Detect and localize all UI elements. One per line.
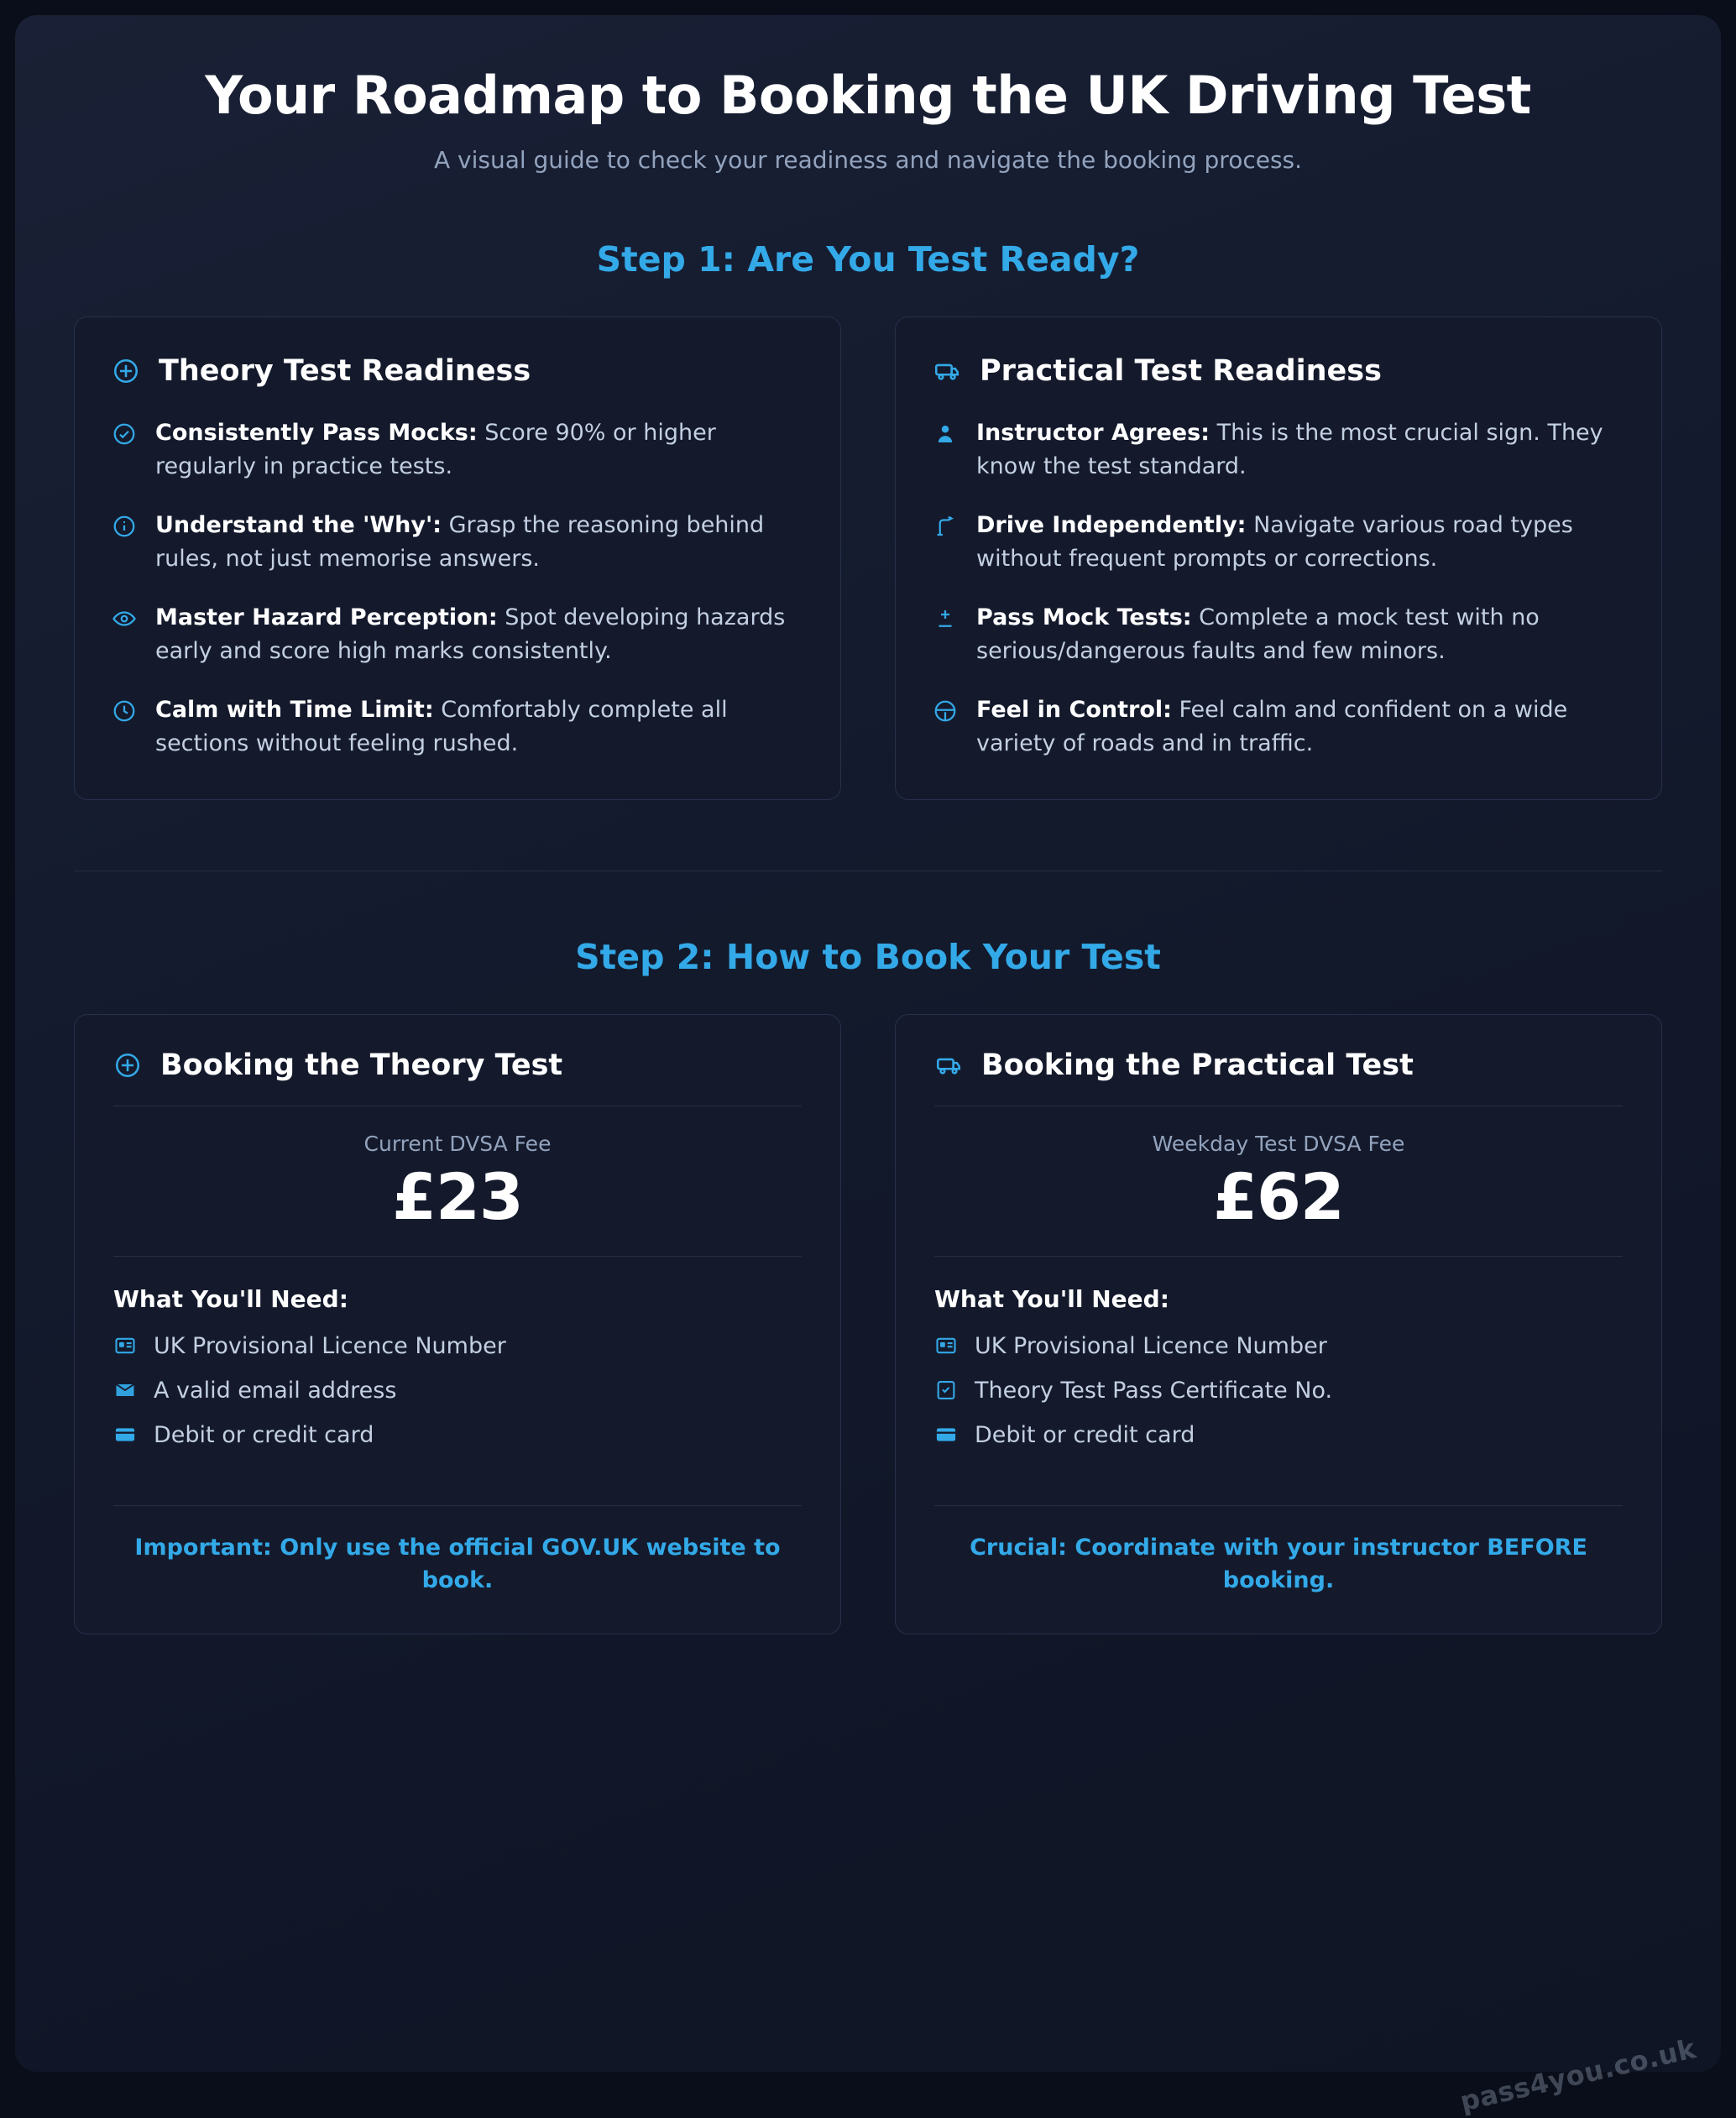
divider — [113, 1505, 802, 1506]
list-item-text: Grasp the reasoning behind rules, not just memorise answers. — [155, 512, 765, 573]
theory-readiness-title: Theory Test Readiness — [159, 354, 531, 389]
practical-fee-value: £62 — [1213, 1158, 1344, 1234]
page-title: Your Roadmap to Booking the UK Driving Test — [205, 65, 1531, 126]
practical-readiness-panel — [895, 316, 1662, 800]
clock-icon — [112, 698, 137, 724]
list-item-bold: Feel in Control: — [976, 696, 1172, 723]
list-item-text: This is the most crucial sign. They know the test standard. — [976, 420, 1603, 480]
infographic-card — [15, 15, 1721, 2118]
divider — [113, 1256, 802, 1257]
steering-icon — [933, 698, 958, 724]
id-card-icon — [113, 1334, 137, 1357]
plus-minus-icon — [933, 606, 958, 631]
list-item-text: UK Provisional Licence Number — [975, 1332, 1327, 1359]
theory-needs-title: What You'll Need: — [113, 1284, 348, 1313]
theory-fee-value: £23 — [392, 1158, 523, 1234]
info-circle-icon — [112, 514, 137, 539]
envelope-icon — [113, 1378, 137, 1402]
divider — [934, 1256, 1623, 1257]
eye-icon — [112, 606, 137, 631]
practical-readiness-title: Practical Test Readiness — [980, 354, 1382, 389]
theory-readiness-panel — [74, 316, 841, 800]
theory-fee-block — [113, 1106, 802, 1256]
list-item — [112, 416, 803, 484]
list-item-text: UK Provisional Licence Number — [154, 1332, 506, 1359]
list-item — [112, 693, 803, 761]
list-item-bold: Consistently Pass Mocks: — [155, 420, 478, 447]
booking-practical-panel — [895, 1014, 1662, 1634]
list-item — [113, 1422, 802, 1448]
list-item-text: Complete a mock test with no serious/dangerous faults and few minors. — [976, 604, 1540, 664]
list-item — [933, 601, 1624, 668]
step2-heading: Step 2: How to Book Your Test — [575, 936, 1161, 977]
list-item — [934, 1422, 1623, 1448]
theory-readiness-header — [112, 354, 803, 388]
theory-note-wrap — [113, 1478, 802, 1597]
list-item-text: Feel calm and confident on a wide variety of roads and in traffic. — [976, 696, 1568, 756]
booking-theory-title: Booking the Theory Test — [160, 1048, 563, 1082]
list-item-bold: Instructor Agrees: — [976, 420, 1210, 447]
divider — [934, 1505, 1623, 1506]
list-item-text: Debit or credit card — [154, 1421, 374, 1448]
page-subtitle: A visual guide to check your readiness and navigate the booking process. — [433, 146, 1303, 175]
step1-heading: Step 1: Are You Test Ready? — [596, 239, 1140, 280]
list-item — [934, 1378, 1623, 1404]
list-item-bold: Pass Mock Tests: — [976, 604, 1192, 630]
car-icon — [933, 357, 961, 385]
credit-card-icon — [934, 1423, 958, 1446]
list-item-text: Debit or credit card — [975, 1421, 1195, 1448]
booking-practical-header — [934, 1049, 1623, 1106]
practical-needs-title: What You'll Need: — [934, 1284, 1169, 1313]
list-item-bold: Drive Independently: — [976, 512, 1247, 539]
list-item — [933, 416, 1624, 484]
step2-panels — [74, 1014, 1662, 1634]
theory-important-note: Important: Only use the official GOV.UK website to book. — [134, 1534, 781, 1593]
list-item-text: Score 90% or higher regularly in practice tests. — [155, 420, 716, 480]
car-icon — [934, 1051, 963, 1080]
watermark: pass4you.co.uk — [1456, 2032, 1699, 2118]
list-item-text: Navigate various road types without frequent prompts or corrections. — [976, 512, 1573, 573]
id-card-icon — [934, 1334, 958, 1357]
list-item — [112, 509, 803, 576]
certificate-icon — [934, 1378, 958, 1402]
list-item — [112, 601, 803, 668]
booking-theory-header — [113, 1049, 802, 1106]
list-item — [934, 1333, 1623, 1359]
practical-fee-block — [934, 1106, 1623, 1256]
practical-note-wrap — [934, 1478, 1623, 1597]
theory-fee-label: Current DVSA Fee — [363, 1131, 552, 1156]
step1-panels — [74, 316, 1662, 800]
list-item — [933, 509, 1624, 576]
practical-fee-label: Weekday Test DVSA Fee — [1152, 1131, 1405, 1156]
booking-theory-panel — [74, 1014, 841, 1634]
plus-circle-icon — [113, 1051, 142, 1080]
list-item — [113, 1378, 802, 1404]
list-item — [933, 693, 1624, 761]
person-icon — [933, 421, 958, 447]
credit-card-icon — [113, 1423, 137, 1446]
route-icon — [933, 514, 958, 539]
check-circle-icon — [112, 421, 137, 447]
list-item-text: Comfortably complete all sections without feeling rushed. — [155, 696, 728, 756]
list-item-text: Spot developing hazards early and score high marks consistently. — [155, 604, 786, 664]
list-item-bold: Understand the 'Why': — [155, 512, 442, 539]
list-item-text: Theory Test Pass Certificate No. — [975, 1377, 1333, 1404]
list-item-text: A valid email address — [154, 1377, 397, 1404]
list-item-bold: Master Hazard Perception: — [155, 604, 498, 630]
list-item — [113, 1333, 802, 1359]
practical-readiness-header — [933, 354, 1624, 388]
booking-practical-title: Booking the Practical Test — [981, 1048, 1414, 1082]
practical-crucial-note: Crucial: Coordinate with your instructor BEFORE booking. — [970, 1534, 1587, 1593]
plus-circle-icon — [112, 357, 140, 385]
list-item-bold: Calm with Time Limit: — [155, 696, 434, 723]
